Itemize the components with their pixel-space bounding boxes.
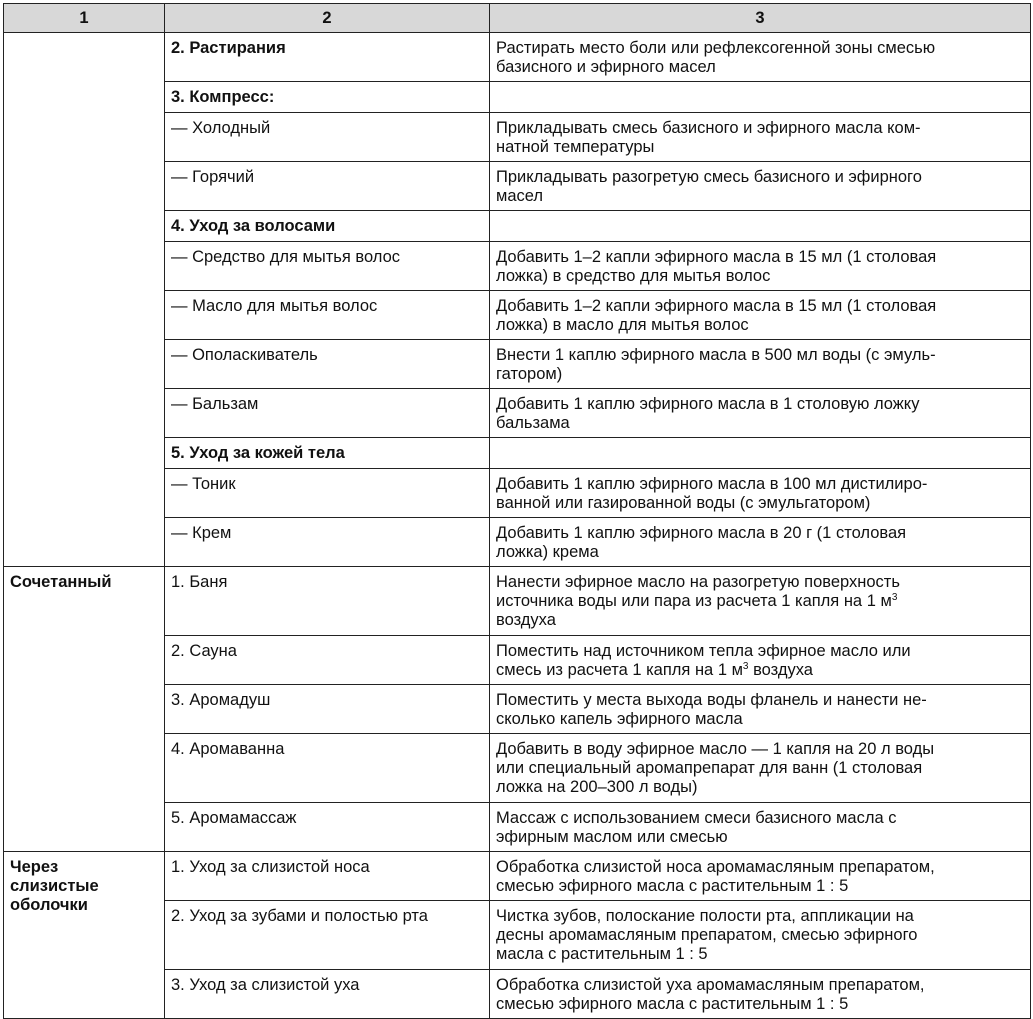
method-label: — Масло для мытья волос — [171, 297, 378, 315]
method-cell — [165, 242, 490, 291]
instruction-line: десны аромамасляным препаратом, смесью эфирного — [496, 926, 918, 944]
instruction-line: базисного и эфирного масел — [496, 58, 716, 76]
instruction-line: Поместить над источником тепла эфирное масло или — [496, 642, 911, 660]
method-label: 1. Баня — [171, 573, 228, 591]
instruction-line: Растирать место боли или рефлексогенной зоны смесью — [496, 39, 936, 57]
group-cell — [4, 567, 165, 852]
instruction-cell — [490, 82, 1031, 113]
instruction-cell — [490, 162, 1031, 211]
method-label: — Бальзам — [171, 395, 259, 413]
instruction-cell — [490, 803, 1031, 852]
instruction-line: Добавить 1 каплю эфирного масла в 20 г (1 столовая — [496, 524, 907, 542]
instruction-line: Обработка слизистой уха аромамасляным препаратом, — [496, 976, 925, 994]
instruction-line: гатором) — [496, 365, 563, 383]
instruction-cell — [490, 113, 1031, 162]
instruction-line: Добавить 1–2 капли эфирного масла в 15 мл (1 столовая — [496, 297, 937, 315]
instruction-cell — [490, 469, 1031, 518]
instruction-cell — [490, 389, 1031, 438]
method-cell — [165, 211, 490, 242]
method-cell — [165, 852, 490, 901]
instruction-line: эфирным маслом или смесью — [496, 828, 728, 846]
method-cell — [165, 567, 490, 636]
instruction-line: ванной или газированной воды (с эмульгатором) — [496, 494, 871, 512]
instruction-line: бальзама — [496, 414, 570, 432]
instruction-line: Массаж с использованием смеси базисного масла с — [496, 809, 897, 827]
method-label: 3. Компресс: — [171, 88, 275, 106]
method-cell — [165, 636, 490, 685]
instruction-line: Добавить 1 каплю эфирного масла в 100 мл дистилиро- — [496, 475, 928, 493]
instruction-line: ложка) в средство для мытья волос — [496, 267, 771, 285]
method-label: — Холодный — [171, 119, 271, 137]
method-cell — [165, 970, 490, 1019]
group-cell — [4, 852, 165, 1019]
instruction-line: ложка) в масло для мытья волос — [496, 316, 749, 334]
instruction-line: Чистка зубов, полоскание полости рта, аппликации на — [496, 907, 914, 925]
header-row — [4, 4, 1031, 33]
method-cell — [165, 33, 490, 82]
method-cell — [165, 389, 490, 438]
table-row — [4, 33, 1031, 82]
method-cell — [165, 901, 490, 970]
group-label-line: оболочки — [10, 896, 88, 914]
method-label: 4. Аромаванна — [171, 740, 285, 758]
instruction-line: Прикладывать разогретую смесь базисного и эфирного — [496, 168, 922, 186]
method-label: 2. Растирания — [171, 39, 286, 57]
instruction-line: масел — [496, 187, 544, 205]
instruction-line: Добавить в воду эфирное масло — 1 капля на 20 л воды — [496, 740, 935, 758]
method-label: — Средство для мытья волос — [171, 248, 401, 266]
method-label: 1. Уход за слизистой носа — [171, 858, 370, 876]
instruction-cell — [490, 242, 1031, 291]
instruction-cell — [490, 340, 1031, 389]
column-header-1: 1 — [4, 4, 165, 33]
instruction-line: смесью эфирного масла с растительным 1 : 5 — [496, 877, 849, 895]
method-label: — Ополаскиватель — [171, 346, 318, 364]
method-cell — [165, 803, 490, 852]
method-label: 3. Аромадуш — [171, 691, 271, 709]
instruction-cell — [490, 852, 1031, 901]
method-label: 3. Уход за слизистой уха — [171, 976, 360, 994]
method-label: — Горячий — [171, 168, 255, 186]
instruction-line: или специальный аромапрепарат для ванн (1 столовая — [496, 759, 923, 777]
instruction-cell — [490, 734, 1031, 803]
column-header-3: 3 — [490, 4, 1031, 33]
instruction-line: ложка) крема — [496, 543, 599, 561]
instruction-line: сколько капель эфирного масла — [496, 710, 743, 728]
method-cell — [165, 438, 490, 469]
instruction-line: масла с растительным 1 : 5 — [496, 945, 708, 963]
method-label: 5. Уход за кожей тела — [171, 444, 345, 462]
instruction-line: Внести 1 каплю эфирного масла в 500 мл воды (с эмуль- — [496, 346, 936, 364]
instruction-cell — [490, 438, 1031, 469]
instruction-line: ложка на 200–300 л воды) — [496, 778, 698, 796]
method-cell — [165, 685, 490, 734]
method-label: 2. Уход за зубами и полостью рта — [171, 907, 428, 925]
instruction-cell — [490, 636, 1031, 685]
instruction-line: Прикладывать смесь базисного и эфирного масла ком- — [496, 119, 921, 137]
instruction-cell — [490, 567, 1031, 636]
instruction-line: Нанести эфирное масло на разогретую поверхность — [496, 573, 900, 591]
method-cell — [165, 469, 490, 518]
instruction-line: Поместить у места выхода воды фланель и нанести не- — [496, 691, 927, 709]
instruction-line: Обработка слизистой носа аромамасляным препаратом, — [496, 858, 935, 876]
method-label: 5. Аромамассаж — [171, 809, 297, 827]
instruction-line: источника воды или пара из расчета 1 капля на 1 $м^3$ — [496, 592, 898, 610]
instruction-line: Добавить 1 каплю эфирного масла в 1 столовую ложку — [496, 395, 920, 413]
method-label: — Крем — [171, 524, 232, 542]
instruction-cell — [490, 970, 1031, 1019]
table-row — [4, 567, 1031, 636]
method-cell — [165, 113, 490, 162]
method-label: 4. Уход за волосами — [171, 217, 336, 235]
instruction-cell — [490, 685, 1031, 734]
instruction-line: воздуха — [496, 611, 556, 629]
instruction-line: смесью эфирного масла с растительным 1 : 5 — [496, 995, 849, 1013]
method-cell — [165, 734, 490, 803]
methods-table — [3, 3, 1031, 1019]
method-cell — [165, 82, 490, 113]
instruction-line: Добавить 1–2 капли эфирного масла в 15 мл (1 столовая — [496, 248, 937, 266]
method-cell — [165, 291, 490, 340]
instruction-cell — [490, 901, 1031, 970]
method-label: — Тоник — [171, 475, 236, 493]
instruction-cell — [490, 211, 1031, 242]
document-page — [3, 3, 1030, 1019]
group-label-line: слизистые — [10, 877, 99, 895]
method-cell — [165, 518, 490, 567]
method-cell — [165, 162, 490, 211]
group-label-line: Сочетанный — [10, 573, 112, 591]
instruction-line: натной температуры — [496, 138, 655, 156]
method-label: 2. Сауна — [171, 642, 237, 660]
column-header-2: 2 — [165, 4, 490, 33]
group-cell — [4, 33, 165, 567]
instruction-cell — [490, 291, 1031, 340]
instruction-cell — [490, 33, 1031, 82]
instruction-line: смесь из расчета 1 капля на 1 $м^3$ воздуха — [496, 661, 813, 679]
table-row — [4, 852, 1031, 901]
group-label-line: Через — [10, 858, 59, 876]
method-cell — [165, 340, 490, 389]
instruction-cell — [490, 518, 1031, 567]
